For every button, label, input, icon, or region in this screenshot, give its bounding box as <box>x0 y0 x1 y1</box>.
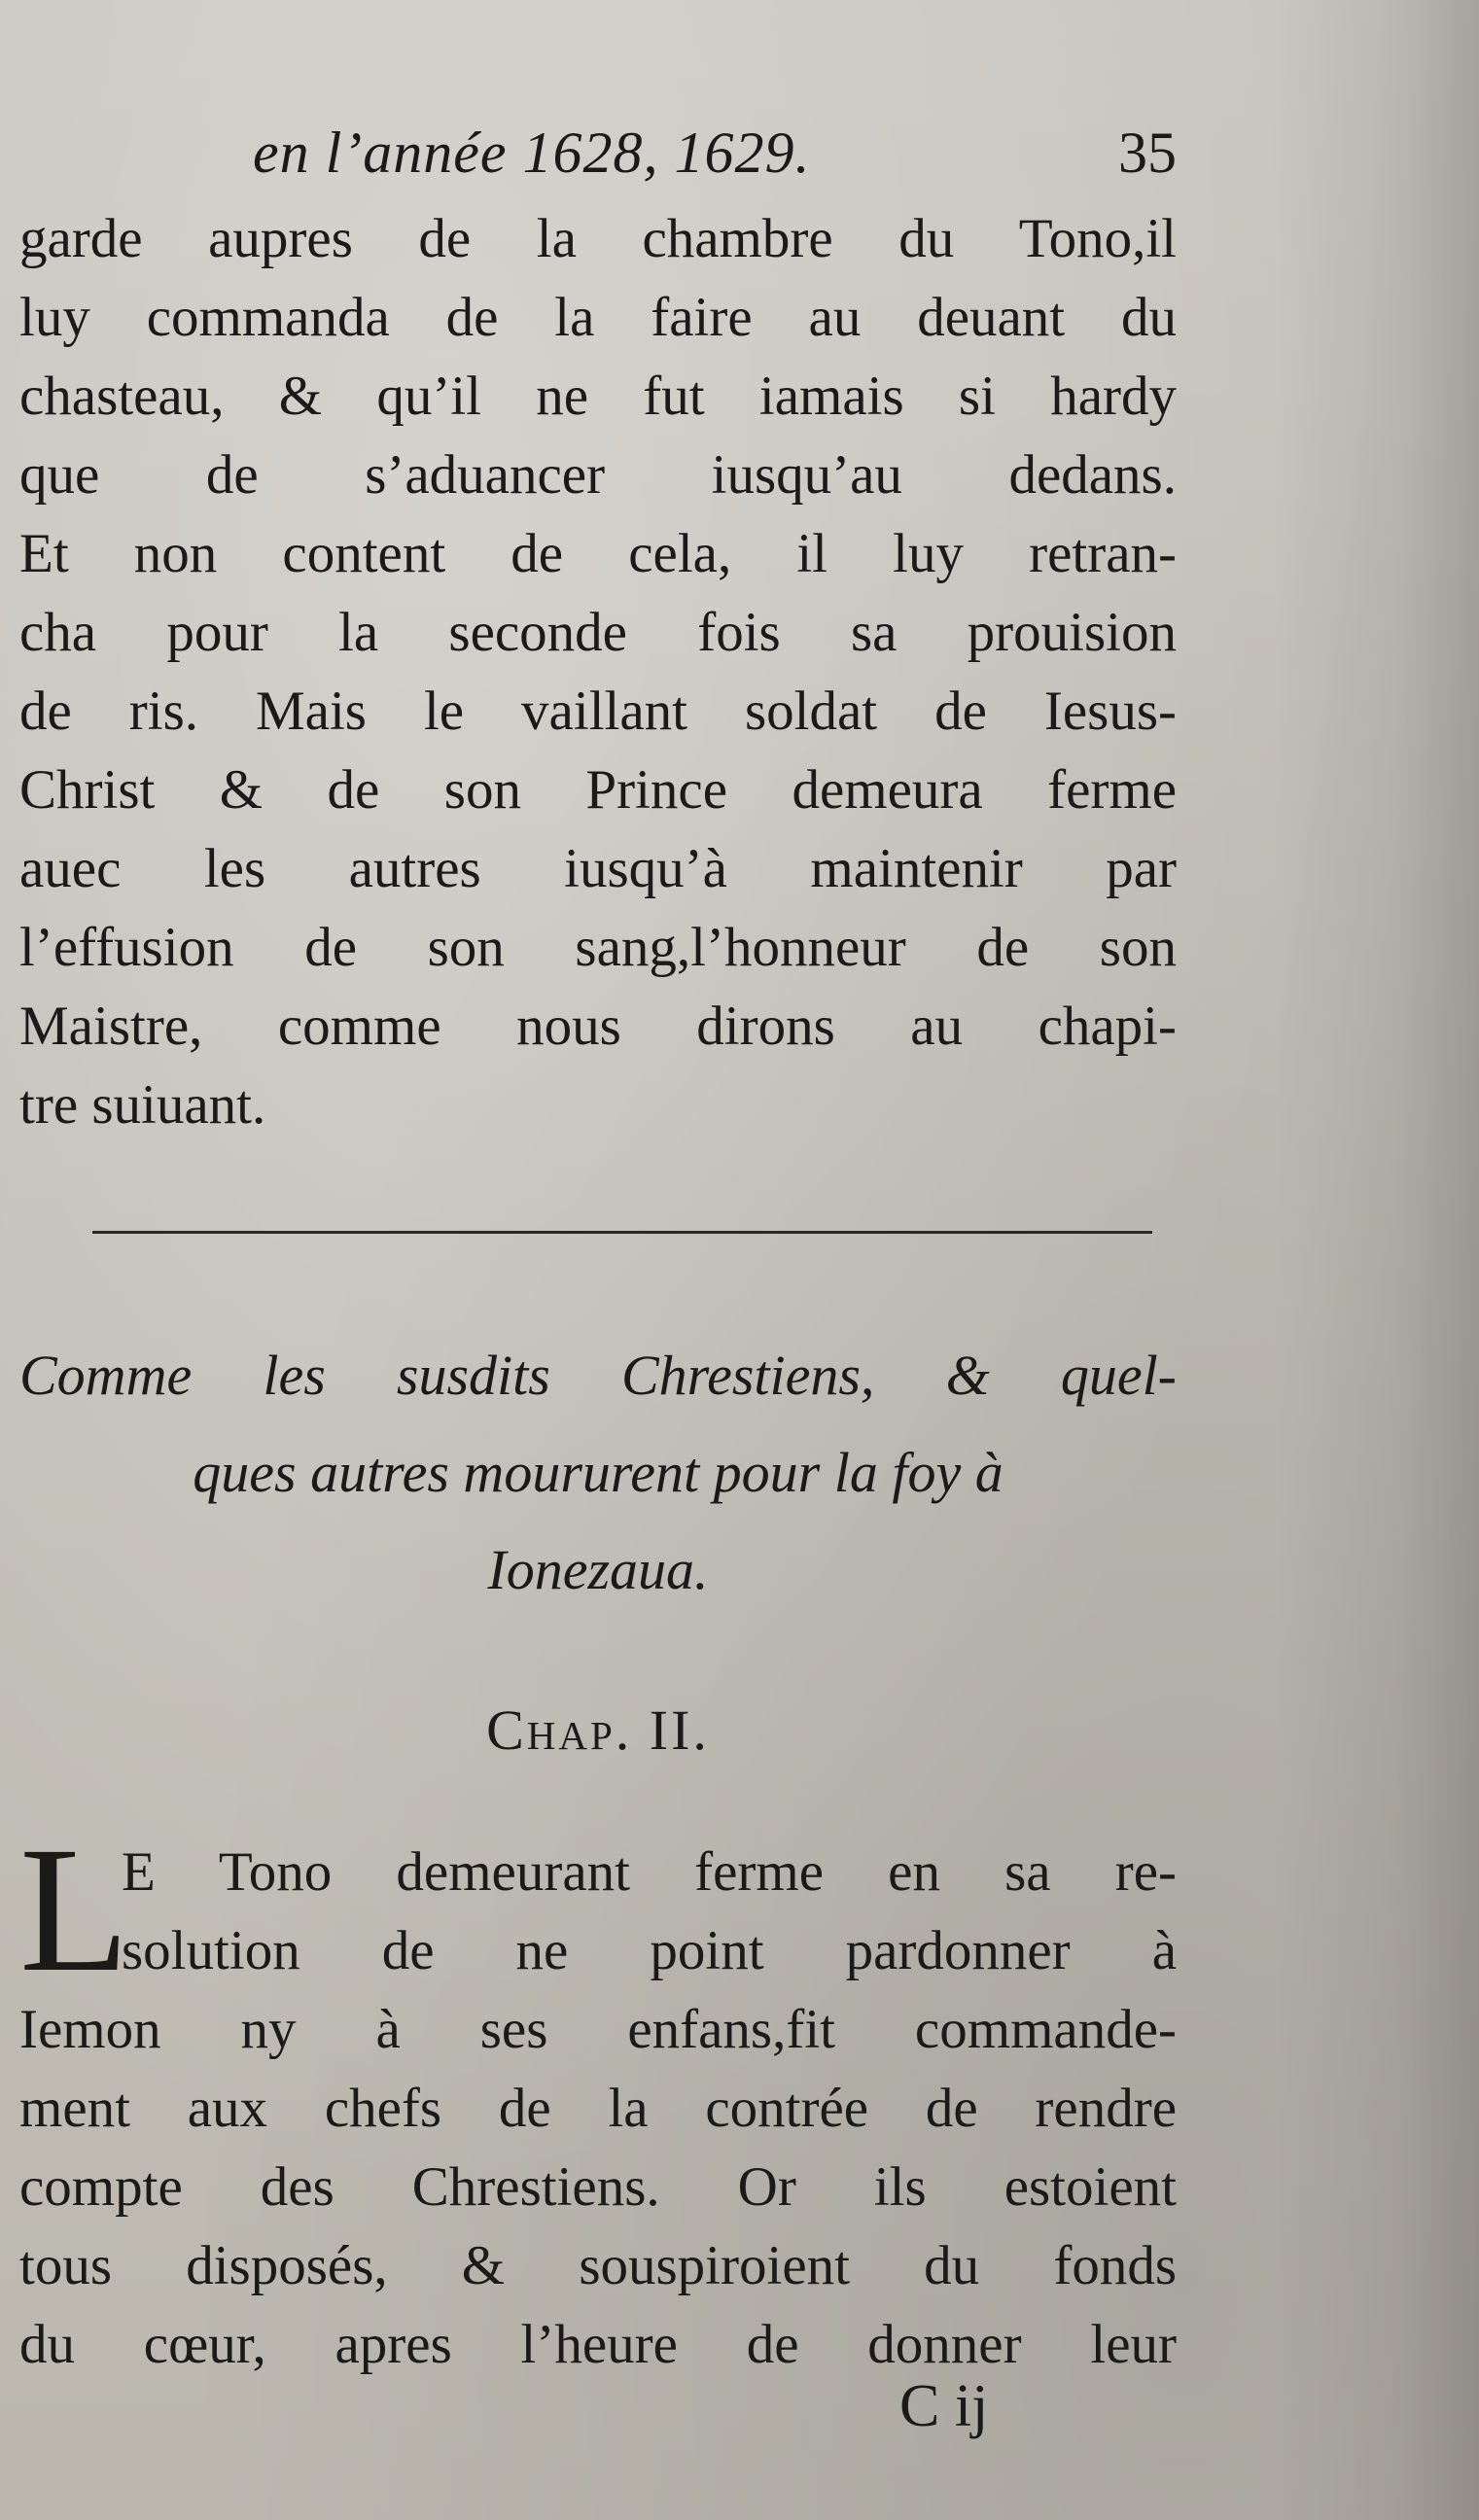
text-line: Maistre, comme nous dirons au chapi- <box>19 996 1177 1057</box>
text-line: du cœur, apres l’heure de donner leur <box>19 2314 1177 2375</box>
text-line: l’effusion de son sang,l’honneur de son <box>19 917 1177 978</box>
page-header <box>19 109 1177 196</box>
chapter-title-line: ques autres moururent pour la foy à <box>193 1441 1004 1504</box>
chapter-paragraph <box>19 1810 1177 2384</box>
text-line: compte des Chrestiens. Or ils estoient <box>19 2156 1177 2218</box>
text-line: Iemon ny à ses enfans,fit commande- <box>19 1999 1177 2060</box>
page-number: 35 <box>1118 121 1177 185</box>
chapter-title-line: Ionezaua. <box>487 1538 709 1601</box>
text-line: Christ & de son Prince demeura ferme <box>19 759 1177 821</box>
chapter-title <box>19 1327 1177 1619</box>
chapter-title-line: Comme les susdits Chrestiens, & quel- <box>19 1344 1177 1407</box>
text-line: Et non content de cela, il luy retran- <box>19 523 1177 584</box>
text-line: tre suiuant. <box>19 1074 266 1136</box>
text-line: luy commanda de la faire au deuant du <box>19 287 1177 348</box>
drop-cap: L <box>19 1810 130 2010</box>
text-line: tous disposés, & souspiroient du fonds <box>19 2235 1177 2296</box>
text-line: cha pour la seconde fois sa prouision <box>19 602 1177 663</box>
text-line: garde aupres de la chambre du Tono,il <box>19 208 1177 269</box>
signature-mark: C ij <box>899 2373 989 2439</box>
page-edge-shadow <box>1275 0 1479 2520</box>
text-line: que de s’aduancer iusqu’au dedans. <box>19 444 1177 506</box>
running-head: en l’année 1628, 1629. <box>253 121 811 185</box>
chapter-number: Chap. II. <box>486 1698 710 1762</box>
text-line: chasteau, & qu’il ne fut iamais si hardy <box>19 366 1177 427</box>
text-line: E Tono demeurant ferme en sa re- <box>122 1841 1177 1903</box>
text-line: auec les autres iusqu’à maintenir par <box>19 838 1177 899</box>
body-paragraph <box>19 199 1177 1144</box>
text-line: ment aux chefs de la contrée de rendre <box>19 2078 1177 2139</box>
text-line: solution de ne point pardonner à <box>122 1920 1177 1981</box>
text-line: de ris. Mais le vaillant soldat de Iesus- <box>19 681 1177 742</box>
section-divider <box>92 1231 1152 1234</box>
